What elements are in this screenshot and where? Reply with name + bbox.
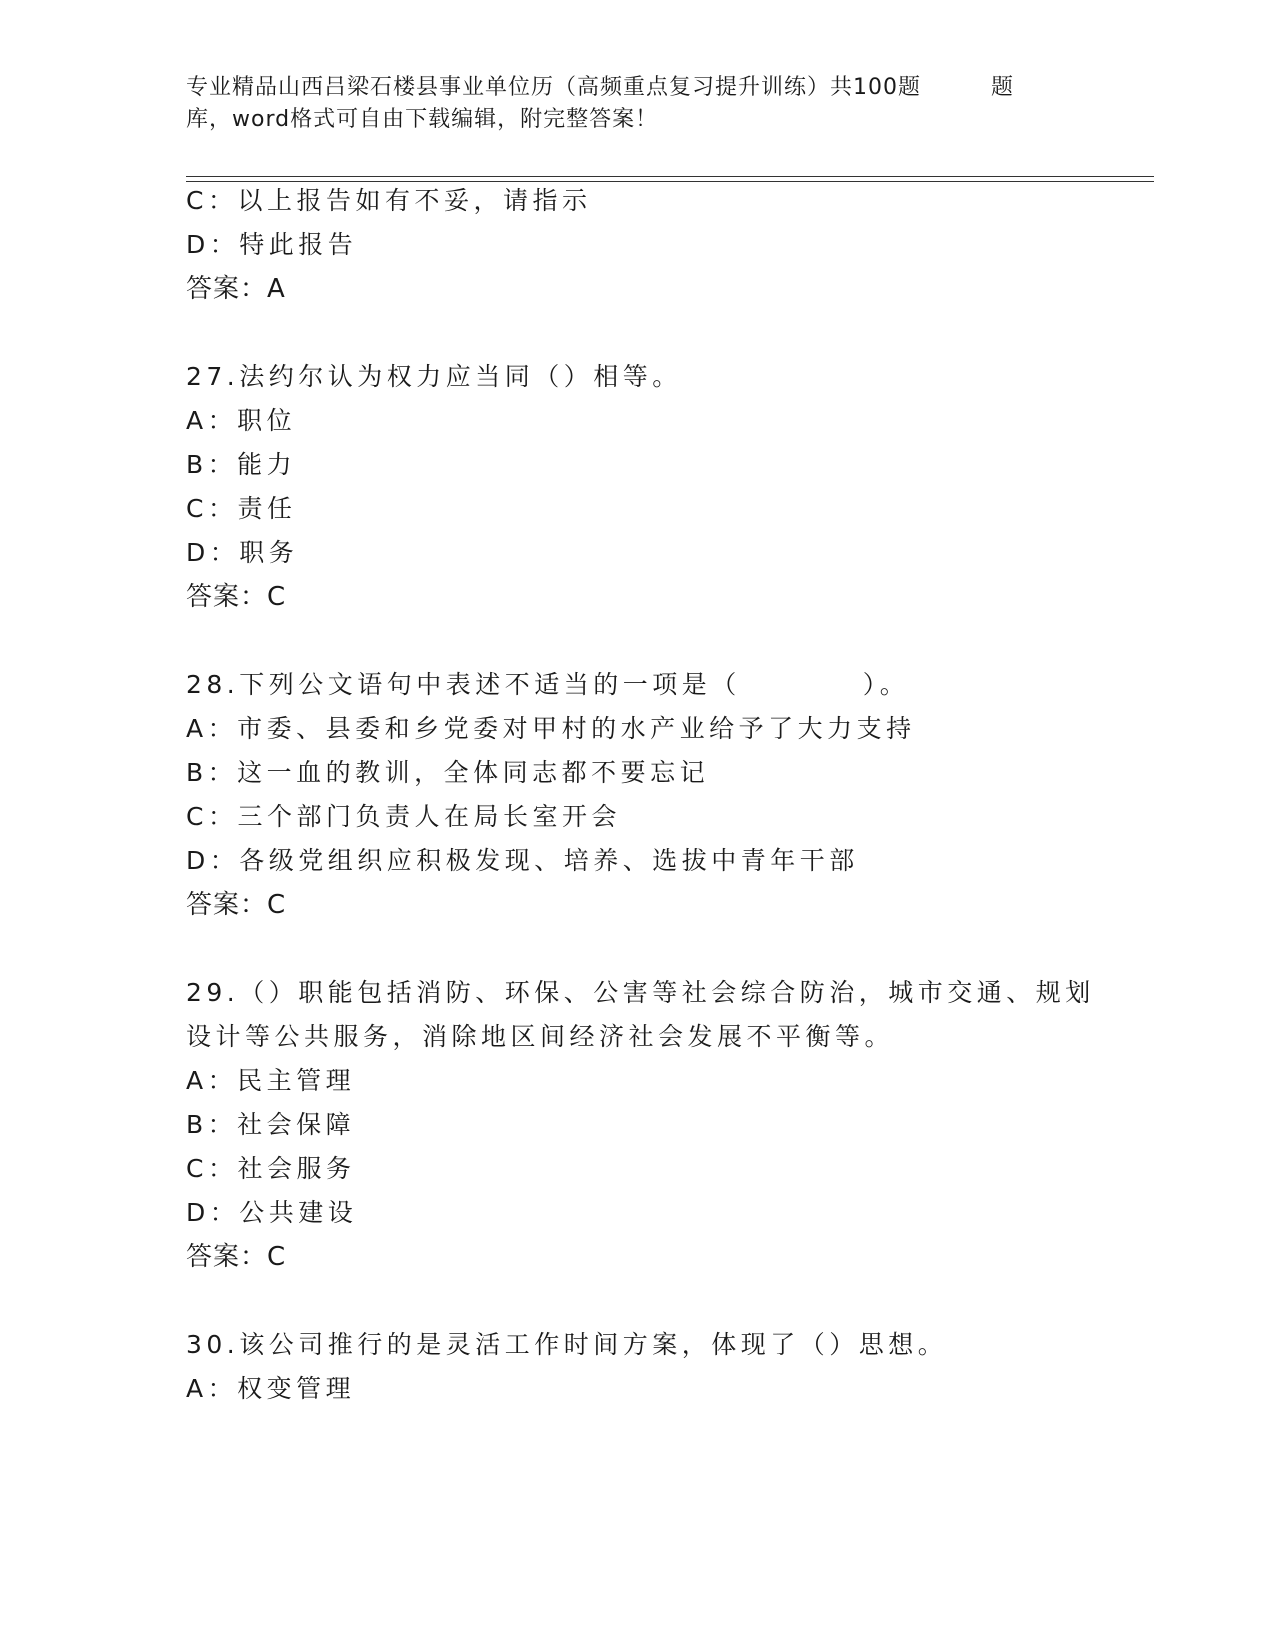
option-b: B：社会保障 [186,1110,356,1139]
answer-line: 答案：C [186,890,287,920]
question-stem-28 [186,668,909,702]
answer-line: 答案：C [186,582,287,612]
document-header [186,72,1086,136]
answer-line: 答案：C [186,1242,287,1272]
header-title-text: 专业精品山西吕梁石楼县事业单位历（高频重点复习提升训练）共100题 [186,75,921,100]
option-a: A：民主管理 [186,1066,356,1095]
question-stem-27: 27.法约尔认为权力应当同（）相等。 [186,362,682,391]
question-stem-30: 30.该公司推行的是灵活工作时间方案，体现了（）思想。 [186,1330,948,1359]
option-b: B：能力 [186,450,297,479]
option-c: C：社会服务 [186,1154,356,1183]
header-line-1 [186,72,1086,104]
question-stem-28-part-a: 28.下列公文语句中表述不适当的一项是（ [186,670,741,699]
question-stem-29-line-2: 设计等公共服务，消除地区间经济社会发展不平衡等。 [186,1022,895,1051]
option-d: D：各级党组织应积极发现、培养、选拔中青年干部 [186,846,859,875]
header-line-2: 库，word格式可自由下载编辑，附完整答案！ [186,107,659,132]
option-d: D：特此报告 [186,230,358,259]
header-divider-top [186,176,1154,177]
option-a: A：职位 [186,406,297,435]
question-stem-29-line-1: 29.（）职能包括消防、环保、公害等社会综合防治，城市交通、规划 [186,978,1095,1007]
header-divider-bottom [186,181,1154,182]
option-a: A：权变管理 [186,1374,356,1403]
option-c: C：以上报告如有不妥，请指示 [186,186,592,215]
option-c: C：责任 [186,494,297,523]
option-d: D：公共建设 [186,1198,358,1227]
question-stem-28-part-b: ）。 [862,670,910,699]
header-title-tail: 题 [991,75,1015,100]
option-d: D：职务 [186,538,299,567]
option-a: A：市委、县委和乡党委对甲村的水产业给予了大力支持 [186,714,916,743]
answer-line: 答案：A [186,274,286,304]
option-b: B：这一血的教训，全体同志都不要忘记 [186,758,710,787]
option-c: C：三个部门负责人在局长室开会 [186,802,621,831]
